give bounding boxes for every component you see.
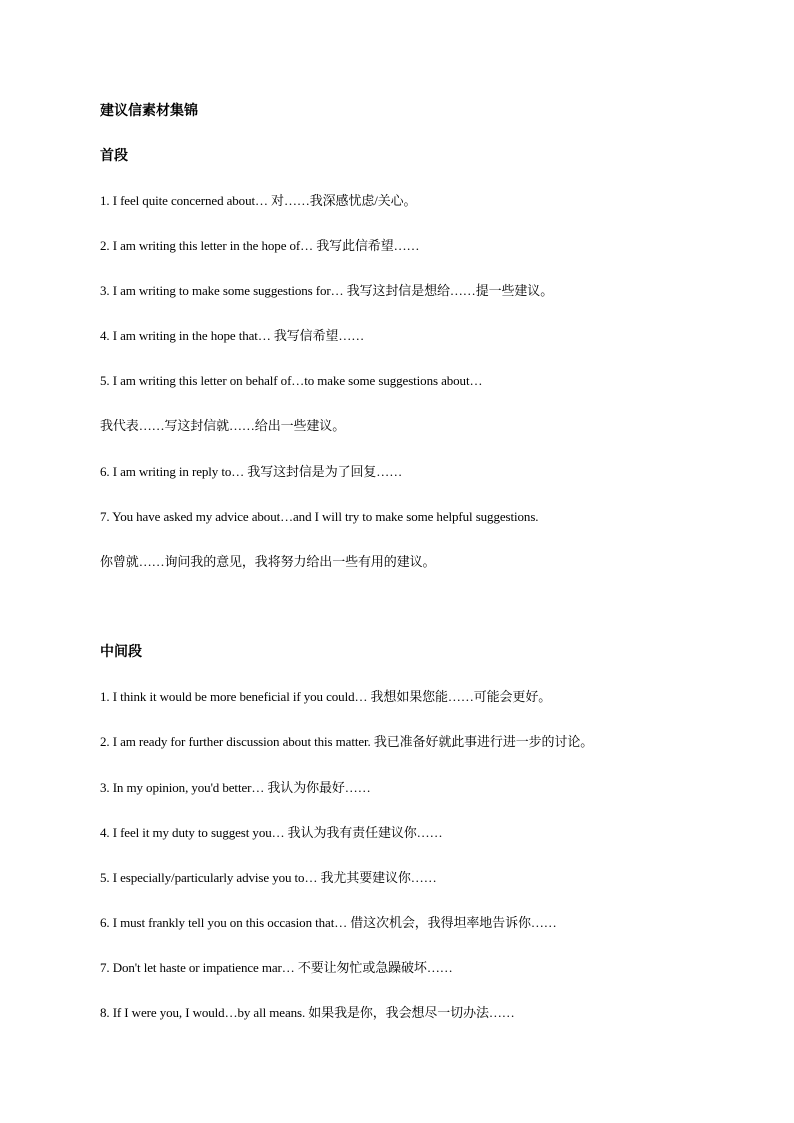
middle-line-4: 4. I feel it my duty to suggest you… 我认为我有责任建议你…… — [100, 825, 443, 840]
opening-line-3: 3. I am writing to make some suggestions for… 我写这封信是想给……提一些建议。 — [100, 283, 554, 298]
section-heading-middle: 中间段 — [100, 644, 142, 660]
opening-line-4: 4. I am writing in the hope that… 我写信希望…… — [100, 328, 365, 343]
middle-line-7: 7. Don't let haste or impatience mar… 不要让匆忙或急躁破坏…… — [100, 960, 453, 975]
section-heading-opening: 首段 — [100, 148, 128, 164]
middle-line-1: 1. I think it would be more beneficial if you could… 我想如果您能……可能会更好。 — [100, 689, 552, 704]
middle-line-6: 6. I must frankly tell you on this occasion that… 借这次机会，我得坦率地告诉你…… — [100, 915, 557, 930]
opening-line-5: 5. I am writing this letter on behalf of…to make some suggestions about… — [100, 373, 483, 388]
opening-line-7-translation: 你曾就……询问我的意见，我将努力给出一些有用的建议。 — [100, 554, 436, 569]
opening-line-7: 7. You have asked my advice about…and I will try to make some helpful suggestions. — [100, 509, 539, 524]
opening-line-6: 6. I am writing in reply to… 我写这封信是为了回复…… — [100, 464, 403, 479]
opening-line-2: 2. I am writing this letter in the hope of… 我写此信希望…… — [100, 238, 420, 253]
middle-line-5: 5. I especially/particularly advise you to… 我尤其要建议你…… — [100, 870, 437, 885]
document-title: 建议信素材集锦 — [100, 103, 198, 119]
middle-line-3: 3. In my opinion, you'd better… 我认为你最好…… — [100, 780, 371, 795]
opening-line-1: 1. I feel quite concerned about… 对……我深感忧虑/关心。 — [100, 193, 417, 208]
middle-line-2: 2. I am ready for further discussion about this matter. 我已准备好就此事进行进一步的讨论。 — [100, 734, 594, 749]
middle-line-8: 8. If I were you, I would…by all means. 如果我是你，我会想尽一切办法…… — [100, 1005, 515, 1020]
opening-line-5-translation: 我代表……写这封信就……给出一些建议。 — [100, 418, 346, 433]
